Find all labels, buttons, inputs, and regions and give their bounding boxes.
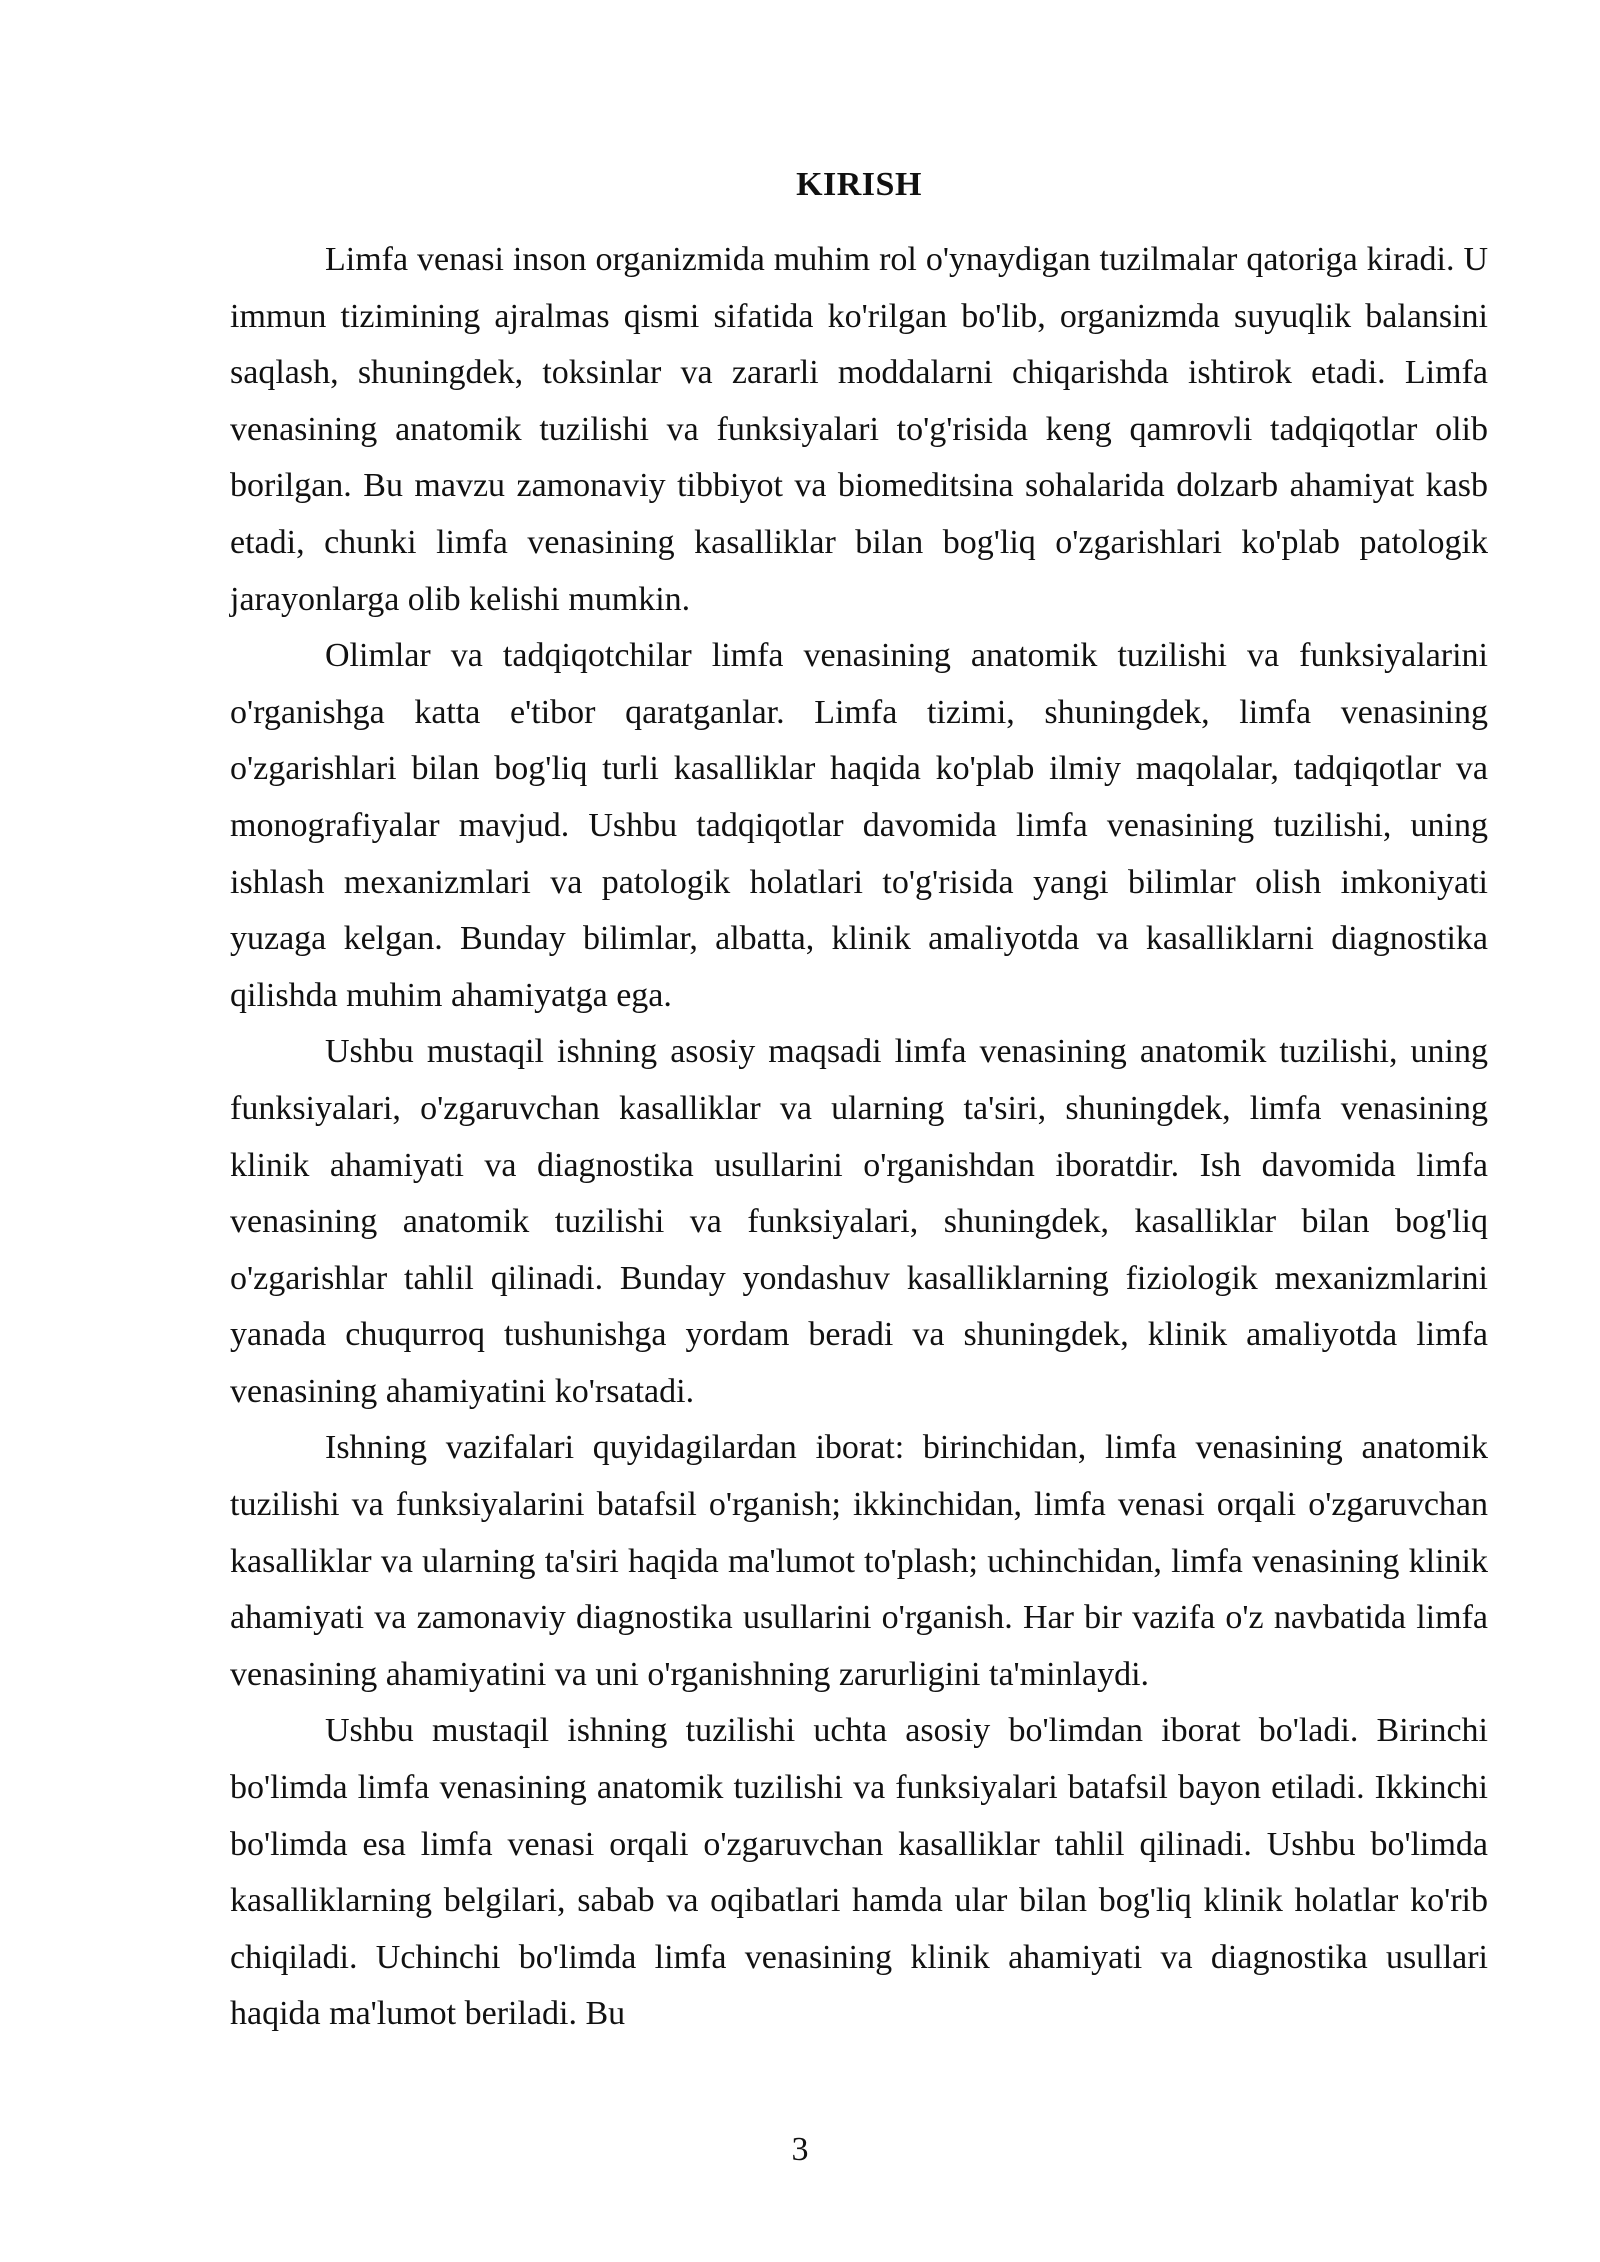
body-paragraph-1: Limfa venasi inson organizmida muhim rol o'ynaydigan tuzilmalar qatoriga kiradi. U immun tizimining ajralmas qismi sifatida ko'rilgan bo'lib, organizmda suyuqlik balansini saqlash, shuningdek, toksinlar va zararli moddalarni chiqarishda ishtirok etadi. Limfa venasining anatomik tuzilishi va funksiyalari to'g'risida keng qamrovli tadqiqotlar olib borilgan. Bu mavzu zamonaviy tibbiyot va biomeditsina sohalarida dolzarb ahamiyat kasb etadi, chunki limfa venasining kasalliklar bilan bog'liq o'zgarishlari ko'plab patologik jarayonlarga olib kelishi mumkin.: [230, 241, 1488, 618]
body-paragraph-3: Ushbu mustaqil ishning asosiy maqsadi limfa venasining anatomik tuzilishi, uning funksiyalari, o'zgaruvchan kasalliklar va ularning ta'siri, shuningdek, limfa venasining klinik ahamiyati va diagnostika usullarini o'rganishdan iboratdir. Ish davomida limfa venasining anatomik tuzilishi va funksiyalari, shuningdek, kasalliklar bilan bog'liq o'zgarishlar tahlil qilinadi. Bunday yondashuv kasalliklarning fiziologik mexanizmlarini yanada chuqurroq tushunishga yordam beradi va shuningdek, klinik amaliyotda limfa venasining ahamiyatini ko'rsatadi.: [230, 1033, 1488, 1410]
section-title: KIRISH: [796, 166, 922, 203]
page-number: 3: [791, 2131, 809, 2168]
body-paragraph-5: Ushbu mustaqil ishning tuzilishi uchta asosiy bo'limdan iborat bo'ladi. Birinchi bo'limda limfa venasining anatomik tuzilishi va funksiyalari batafsil bayon etiladi. Ikkinchi bo'limda esa limfa venasi orqali o'zgaruvchan kasalliklar tahlil qilinadi. Ushbu bo'limda kasalliklarning belgilari, sabab va oqibatlari hamda ular bilan bog'liq klinik holatlar ko'rib chiqiladi. Uchinchi bo'limda limfa venasining klinik ahamiyati va diagnostika usullari haqida ma'lumot beriladi. Bu: [230, 1712, 1488, 2033]
body-paragraph-2: Olimlar va tadqiqotchilar limfa venasining anatomik tuzilishi va funksiyalarini o'rganishga katta e'tibor qaratganlar. Limfa tizimi, shuningdek, limfa venasining o'zgarishlari bilan bog'liq turli kasalliklar haqida ko'plab ilmiy maqolalar, tadqiqotlar va monografiyalar mavjud. Ushbu tadqiqotlar davomida limfa venasining tuzilishi, uning ishlash mexanizmlari va patologik holatlari to'g'risida yangi bilimlar olish imkoniyati yuzaga kelgan. Bunday bilimlar, albatta, klinik amaliyotda va kasalliklarni diagnostika qilishda muhim ahamiyatga ega.: [230, 637, 1488, 1014]
page-body: [230, 160, 1488, 2043]
body-paragraph-4: Ishning vazifalari quyidagilardan iborat: birinchidan, limfa venasining anatomik tuzilishi va funksiyalarini batafsil o'rganish; ikkinchidan, limfa venasi orqali o'zgaruvchan kasalliklar va ularning ta'siri haqida ma'lumot to'plash; uchinchidan, limfa venasining klinik ahamiyati va zamonaviy diagnostika usullarini o'rganish. Har bir vazifa o'z navbatida limfa venasining ahamiyatini va uni o'rganishning zarurligini ta'minlaydi.: [230, 1429, 1488, 1693]
